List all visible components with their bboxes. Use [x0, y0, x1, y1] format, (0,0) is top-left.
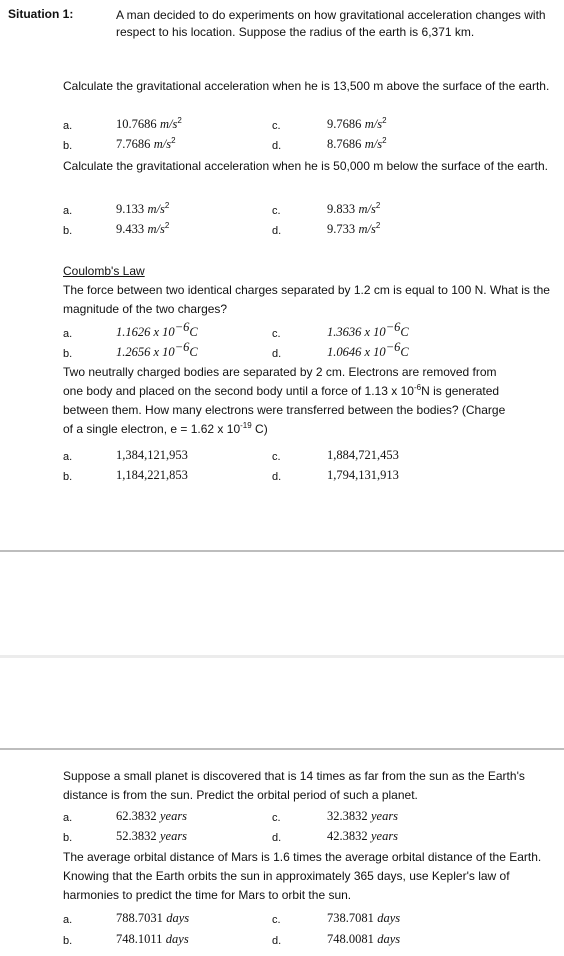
question-2: Calculate the gravitational acceleration when he is 50,000 m below the surface of the earth. [63, 159, 548, 173]
situation-text: A man decided to do experiments on how gravitational acceleration changes with respect to his location. Suppose the radius of the earth is 6,371 km. [116, 8, 546, 39]
option-a: 10.7686 $m/s^2$ [116, 116, 182, 131]
option-letter: a. [63, 451, 73, 463]
option-letter: a. [63, 328, 73, 340]
option-c: 1.3636 x $10^{-6}C$ [327, 320, 409, 339]
option-c: 738.7081 days [327, 911, 401, 925]
divider [0, 748, 564, 750]
option-d: 1.0646 x $10^{-6}C$ [327, 340, 409, 359]
option-letter: c. [272, 914, 281, 926]
option-letter: d. [272, 471, 282, 483]
option-d: 1,794,131,913 [327, 468, 399, 482]
option-letter: b. [63, 471, 73, 483]
option-letter: b. [63, 140, 73, 152]
option-letter: a. [63, 205, 73, 217]
option-a: 9.133 $m/s^2$ [116, 201, 170, 216]
option-letter: d. [272, 225, 282, 237]
option-letter: d. [272, 140, 282, 152]
option-b: 52.3832 years [116, 829, 188, 843]
option-letter: c. [272, 205, 281, 217]
situation-label: Situation 1: [8, 7, 74, 21]
option-letter: b. [63, 832, 73, 844]
option-b: 7.7686 $m/s^2$ [116, 136, 176, 151]
option-a: 1,384,121,953 [116, 448, 188, 462]
option-c: 9.7686 $m/s^2$ [327, 116, 387, 131]
option-d: 748.0081 days [327, 932, 401, 946]
option-letter: d. [272, 348, 282, 360]
option-letter: c. [272, 812, 281, 824]
option-b: 1,184,221,853 [116, 468, 188, 482]
question-3: The force between two identical charges separated by 1.2 cm is equal to 100 N. What is the magnitude of the two charges? [63, 283, 550, 316]
option-b: 748.1011 days [116, 932, 189, 946]
option-letter: b. [63, 935, 73, 947]
option-a: 1.1626 x $10^{-6}C$ [116, 320, 198, 339]
divider [0, 655, 564, 658]
option-d: 9.733 $m/s^2$ [327, 221, 381, 236]
question-1: Calculate the gravitational acceleration when he is 13,500 m above the surface of the earth. [63, 79, 550, 93]
option-letter: d. [272, 935, 282, 947]
question-5: Suppose a small planet is discovered that is 14 times as far from the sun as the Earth's distance is from the sun. Predict the orbital period of such a planet. [63, 769, 525, 802]
question-6: The average orbital distance of Mars is 1.6 times the average orbital distance of the Earth. Knowing that the Earth orbits the sun in approximately 365 days, use Kepler's law of harmonies to predict the time for Mars to orbit the sun. [63, 850, 542, 902]
option-letter: a. [63, 120, 73, 132]
option-c: 1,884,721,453 [327, 448, 399, 462]
divider [0, 550, 564, 552]
option-letter: b. [63, 348, 73, 360]
section-heading: Coulomb's Law [63, 264, 145, 278]
option-letter: c. [272, 451, 281, 463]
option-c: 9.833 $m/s^2$ [327, 201, 381, 216]
option-c: 32.3832 years [327, 809, 399, 823]
option-letter: c. [272, 120, 281, 132]
option-b: 9.433 $m/s^2$ [116, 221, 170, 236]
option-a: 788.7031 days [116, 911, 190, 925]
option-letter: a. [63, 914, 73, 926]
question-4: Two neutrally charged bodies are separated by 2 cm. Electrons are removed from one body and placed on the second body until a force of 1.13 x $10^{-6}N$ is generated between them. How many electrons were transferred between the bodies? (Charge of a single electron, e = 1.62 x $10^{-19}$ C) [63, 365, 506, 436]
option-letter: d. [272, 832, 282, 844]
option-d: 8.7686 $m/s^2$ [327, 136, 387, 151]
option-letter: a. [63, 812, 73, 824]
option-d: 42.3832 years [327, 829, 399, 843]
option-letter: c. [272, 328, 281, 340]
option-b: 1.2656 x $10^{-6}C$ [116, 340, 198, 359]
option-letter: b. [63, 225, 73, 237]
option-a: 62.3832 years [116, 809, 188, 823]
